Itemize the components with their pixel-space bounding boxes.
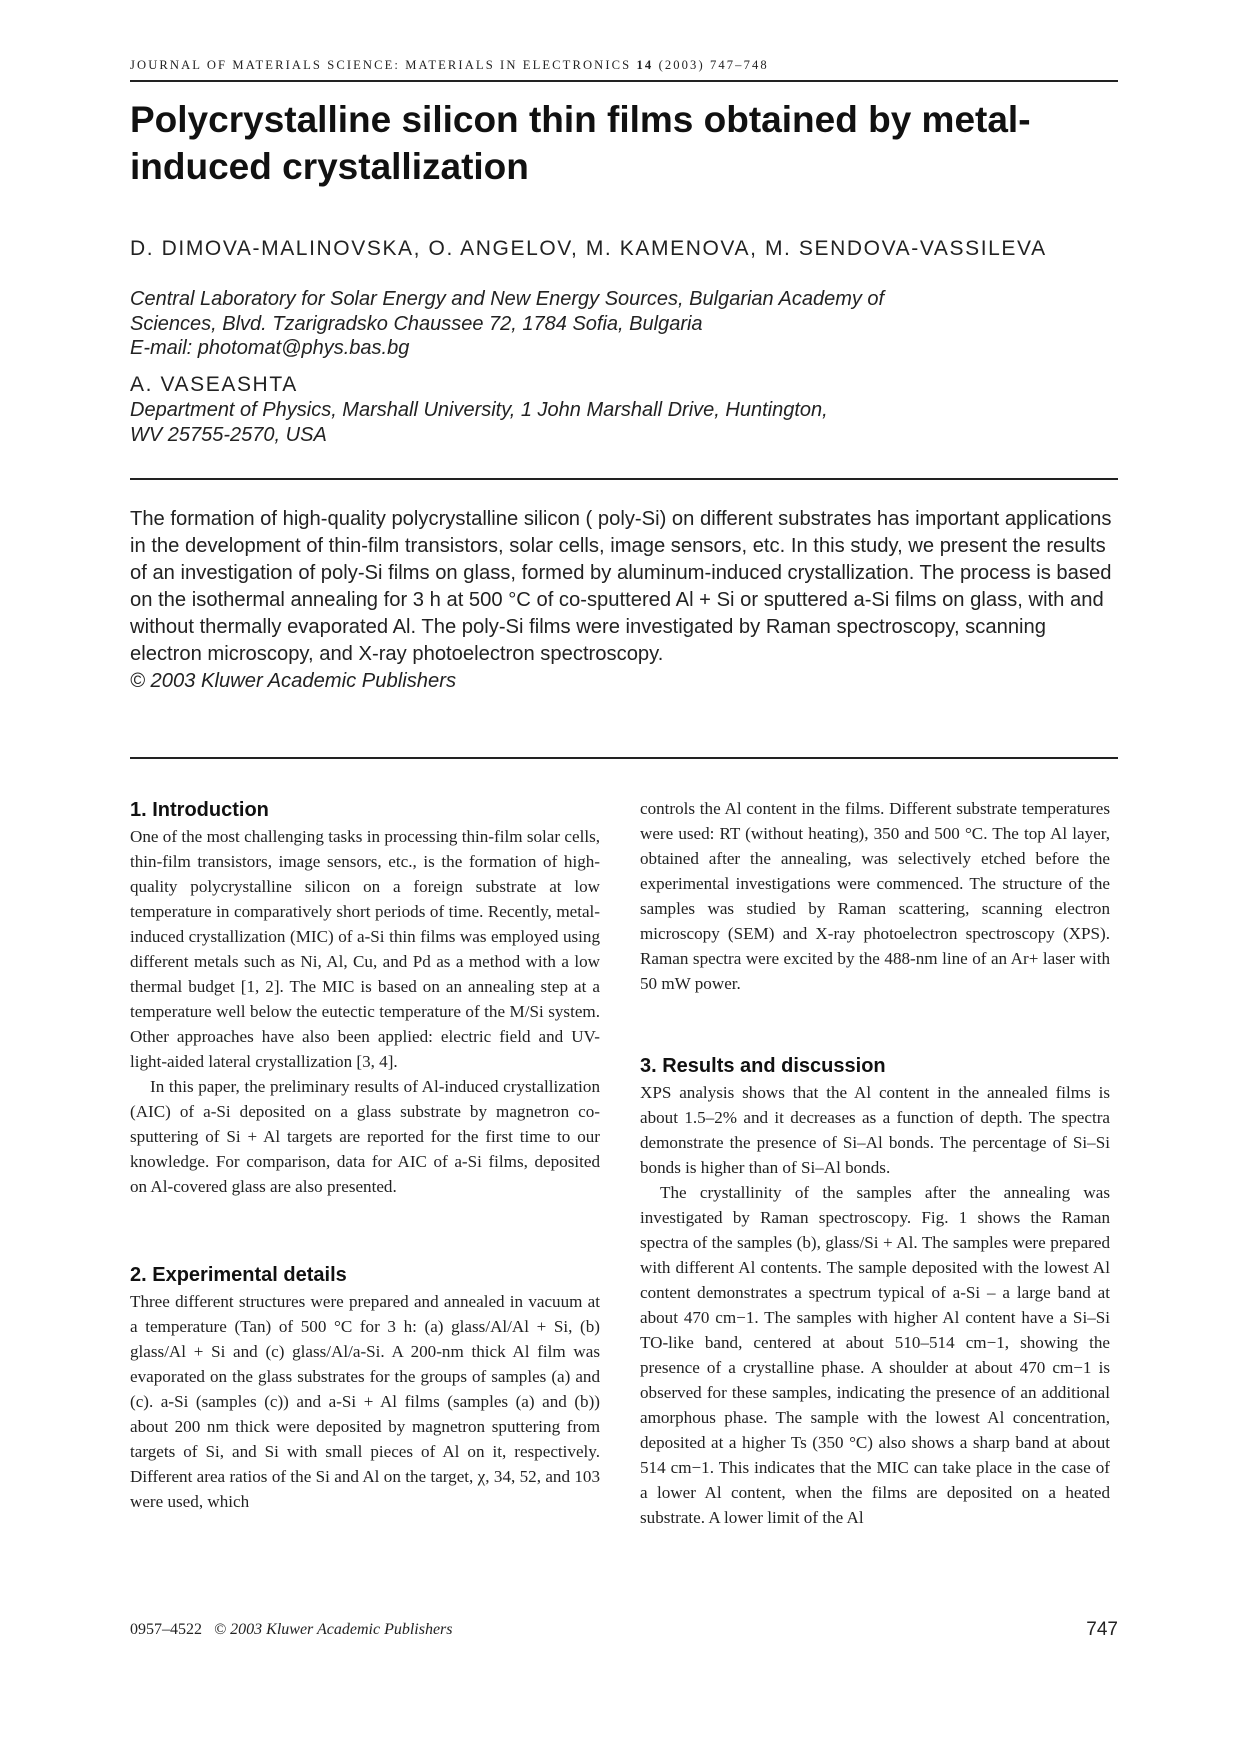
footer-issn: 0957–4522 (130, 1621, 202, 1638)
footer-copyright: © 2003 Kluwer Academic Publishers (214, 1621, 453, 1638)
footer-left (130, 1621, 453, 1639)
abstract-text: The formation of high-quality polycrystalline silicon ( poly-Si) on different substrates has important applications in the development of thin-film transistors, solar cells, image sensors, etc. In this study, we present the results of an investigation of poly-Si films on glass, formed by aluminum-induced crystallization. The process is based on the isothermal annealing for 3 h at 500 °C of co-sputtered Al + Si or sputtered a-Si films on glass, with and without thermally evaporated Al. The poly-Si films were investigated by Raman spectroscopy, scanning electron microscopy, and X-ray photoelectron spectroscopy. (130, 508, 1112, 665)
affiliation-2-line-1: Department of Physics, Marshall University, 1 John Marshall Drive, Huntington, (130, 399, 828, 421)
paper-page (130, 0, 1118, 1755)
abstract-copyright: © 2003 Kluwer Academic Publishers (130, 670, 457, 692)
section-spacer (130, 1199, 600, 1261)
paper-title: Polycrystalline silicon thin films obtained by metal-induced crystallization (130, 99, 1031, 187)
introduction-paragraph-1: One of the most challenging tasks in processing thin-film solar cells, thin-film transistors, image sensors, etc., is the formation of high-quality polycrystalline silicon on a foreign substrate at low temperature in comparatively short periods of time. Recently, metal-induced crystallization (MIC) of a-Si thin films was employed using different metals such as Ni, Al, Cu, and Pd as a method with a low thermal budget [1, 2]. The MIC is based on an annealing step at a temperature well below the eutectic temperature of the M/Si system. Other approaches have also been applied: electric field and UV-light-aided lateral crystallization [3, 4]. (130, 827, 600, 1071)
header-rule (130, 80, 1118, 82)
results-heading: 3. Results and discussion (640, 1055, 886, 1077)
affiliation-1-line-2: Sciences, Blvd. Tzarigradsko Chaussee 72, 1784 Sofia, Bulgaria (130, 312, 703, 335)
journal-header (130, 58, 769, 73)
left-column (130, 796, 600, 1514)
abstract (130, 506, 1118, 695)
affiliation-1-line-1: Central Laboratory for Solar Energy and New Energy Sources, Bulgarian Academy of (130, 288, 885, 310)
experimental-paragraph-1: Three different structures were prepared and annealed in vacuum at a temperature (Tan) of 500 °C for 3 h: (a) glass/Al/Al + Si, (b) glass/Al + Si and (c) glass/Al/a-Si. A 200-nm thick Al film was evaporated on the glass substrates for the groups of samples (a) and (c). a-Si (samples (c)) and a-Si + Al films (samples (a) and (b)) about 200 nm thick were deposited by magnetron sputtering from targets of Si, and Si with small pieces of Al on it, respectively. Different area ratios of the Si and Al on the target, χ, 34, 52, and 103 were used, which (130, 1292, 600, 1511)
affiliation-1 (130, 287, 1118, 361)
page-number: 747 (1086, 1619, 1118, 1640)
journal-year-pages: (2003) 747–748 (658, 58, 769, 72)
journal-volume: 14 (636, 58, 654, 72)
experimental-paragraph-2: controls the Al content in the films. Different substrate temperatures were used: RT (without heating), 350 and 500 °C. The top Al layer, obtained after the annealing, was selectively etched before the experimental investigations were commenced. The structure of the samples was studied by Raman scattering, scanning electron microscopy (SEM) and X-ray photoelectron spectroscopy (XPS). Raman spectra were excited by the 488-nm line of an Ar+ laser with 50 mW power. (640, 799, 1110, 993)
experimental-heading: 2. Experimental details (130, 1264, 347, 1286)
abstract-top-rule (130, 478, 1118, 480)
abstract-bottom-rule (130, 757, 1118, 759)
authors-group-1: D. DIMOVA-MALINOVSKA, O. ANGELOV, M. KAMENOVA, M. SENDOVA-VASSILEVA (130, 237, 1047, 260)
journal-name: JOURNAL OF MATERIALS SCIENCE: MATERIALS IN ELECTRONICS (130, 58, 632, 72)
authors-group-2: A. VASEASHTA (130, 373, 298, 396)
introduction-paragraph-2: In this paper, the preliminary results of Al-induced crystallization (AIC) of a-Si deposited on a glass substrate by magnetron co-sputtering of Si + Al targets are reported for the first time to our knowledge. For comparison, data for AIC of a-Si films, deposited on Al-covered glass are also presented. (130, 1077, 600, 1196)
affiliation-2-line-2: WV 25755-2570, USA (130, 423, 327, 446)
results-paragraph-2: The crystallinity of the samples after the annealing was investigated by Raman spectroscopy. Fig. 1 shows the Raman spectra of the samples (b), glass/Si + Al. The samples were prepared with different Al contents. The sample deposited with the lowest Al content demonstrates a spectrum typical of a-Si – a large band at about 470 cm−1. The samples with higher Al content have a Si–Si TO-like band, centered at about 510–514 cm−1, showing the presence of a crystalline phase. A shoulder at about 470 cm−1 is observed for these samples, indicating the presence of an additional amorphous phase. The sample with the lowest Al concentration, deposited at a higher Ts (350 °C) also shows a sharp band at about 514 cm−1. This indicates that the MIC can take place in the case of a lower Al content, when the films are deposited on a heated substrate. A lower limit of the Al (640, 1183, 1110, 1527)
section-spacer (640, 996, 1110, 1052)
right-column (640, 796, 1110, 1530)
results-paragraph-1: XPS analysis shows that the Al content in the annealed films is about 1.5–2% and it decreases as a function of depth. The spectra demonstrate the presence of Si–Al bonds. The percentage of Si–Si bonds is higher than of Si–Al bonds. (640, 1083, 1110, 1177)
introduction-heading: 1. Introduction (130, 799, 269, 821)
author-email[interactable]: E-mail: photomat@phys.bas.bg (130, 337, 410, 359)
affiliation-2 (130, 398, 1118, 447)
